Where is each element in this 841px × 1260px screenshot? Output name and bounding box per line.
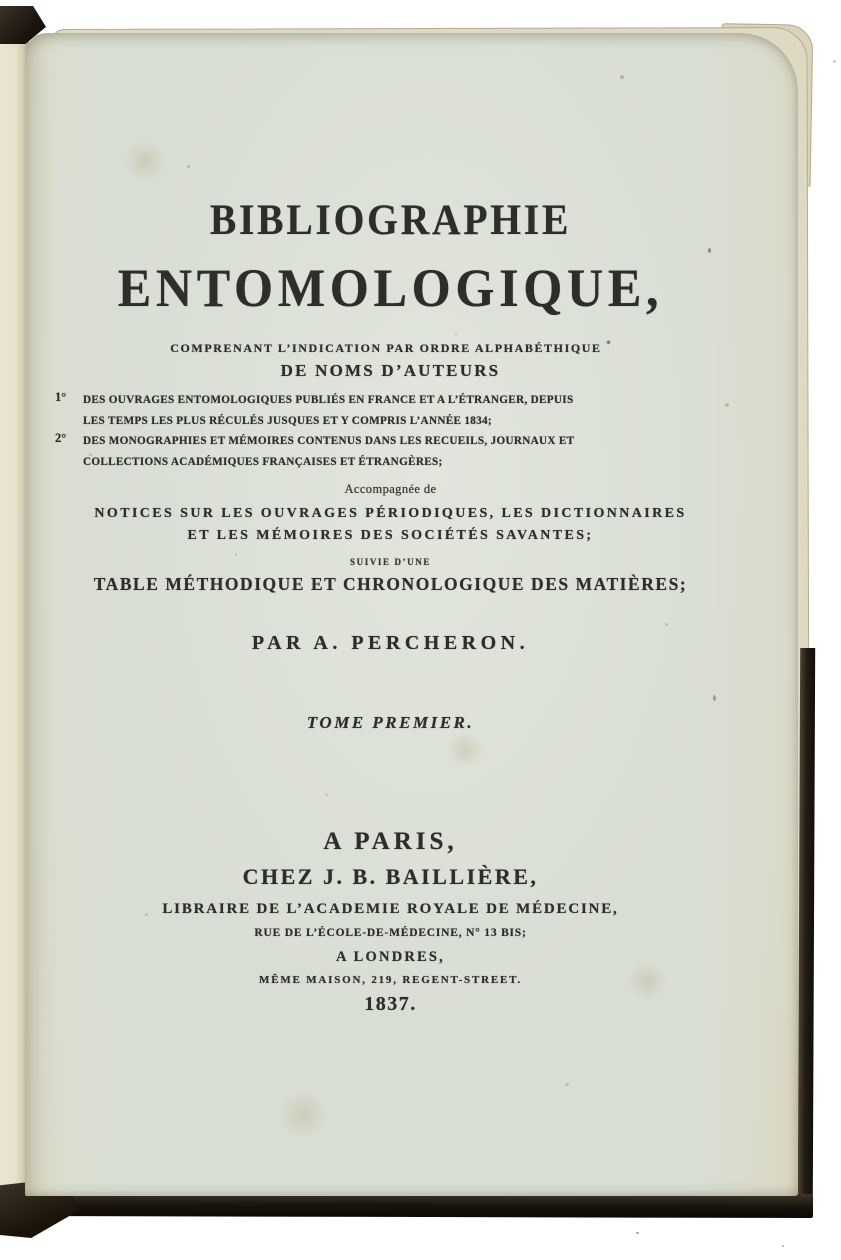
imprint-address-paris: RUE DE L’ÉCOLE-DE-MÉDECINE, N° 13 BIS; (254, 927, 527, 939)
title-page-text (55, 33, 726, 1196)
book-title-line-1: BIBLIOGRAPHIE (209, 197, 572, 244)
item-text (83, 390, 573, 431)
author-line: PAR A. PERCHERON. (251, 632, 530, 654)
item-line: COLLECTIONS ACADÉMIQUES FRANÇAISES ET ÉTRANGÈRES; (83, 455, 443, 468)
suivie-line: SUIVIE D’UNE (350, 557, 431, 567)
contents-item-2 (55, 431, 726, 472)
item-line: DES MONOGRAPHIES ET MÉMOIRES CONTENUS DANS LES RECUEILS, JOURNAUX ET (83, 435, 575, 447)
imprint-address-london: MÊME MAISON, 219, REGENT-STREET. (259, 974, 522, 986)
subtitle-authors: DE NOMS D’AUTEURS (280, 361, 501, 380)
imprint-publisher: CHEZ J. B. BAILLIÈRE, (242, 864, 539, 889)
notices-line-2: ET LES MÉMOIRES DES SOCIÉTÉS SAVANTES; (187, 528, 594, 543)
item-line: LES TEMPS LES PLUS RÉCULÉS JUSQUES ET Y COMPRIS L’ANNÉE 1834; (83, 414, 492, 427)
imprint-city-paris: A PARIS, (323, 828, 458, 855)
item-text (83, 431, 574, 472)
dust-speck (636, 1232, 639, 1234)
item-number: 2° (55, 431, 67, 445)
subtitle-line (55, 339, 726, 356)
imprint-year: 1837. (364, 993, 417, 1015)
dust-speck (833, 60, 836, 63)
contents-list (55, 390, 726, 472)
volume-line: TOME PREMIER. (306, 713, 475, 732)
footnote-mark: * (606, 339, 611, 349)
subtitle-text: COMPRENANT L’INDICATION PAR ORDRE ALPHABÉTHIQUE (170, 341, 602, 355)
notices-line-1: NOTICES SUR LES OUVRAGES PÉRIODIQUES, LES DICTIONNAIRES (94, 506, 687, 521)
table-methodique-line: TABLE MÉTHODIQUE ET CHRONOLOGIQUE DES MATIÈRES; (93, 574, 688, 594)
book-cover-right-edge (798, 648, 815, 1200)
title-page (25, 33, 798, 1196)
notices-lines (55, 503, 726, 547)
imprint-publisher-title: LIBRAIRE DE L’ACADEMIE ROYALE DE MÉDECINE, (162, 901, 619, 917)
accompagnee-line: Accompagnée de (344, 482, 437, 496)
item-line: DES OUVRAGES ENTOMOLOGIQUES PUBLIÉS EN FRANCE ET A L’ÉTRANGER, DEPUIS (83, 394, 574, 406)
book-title-line-2: ENTOMOLOGIQUE, (117, 258, 664, 318)
item-number: 1° (55, 390, 67, 404)
contents-item-1 (55, 390, 726, 431)
imprint-city-london: A LONDRES, (335, 949, 446, 965)
dust-speck (782, 1245, 784, 1247)
